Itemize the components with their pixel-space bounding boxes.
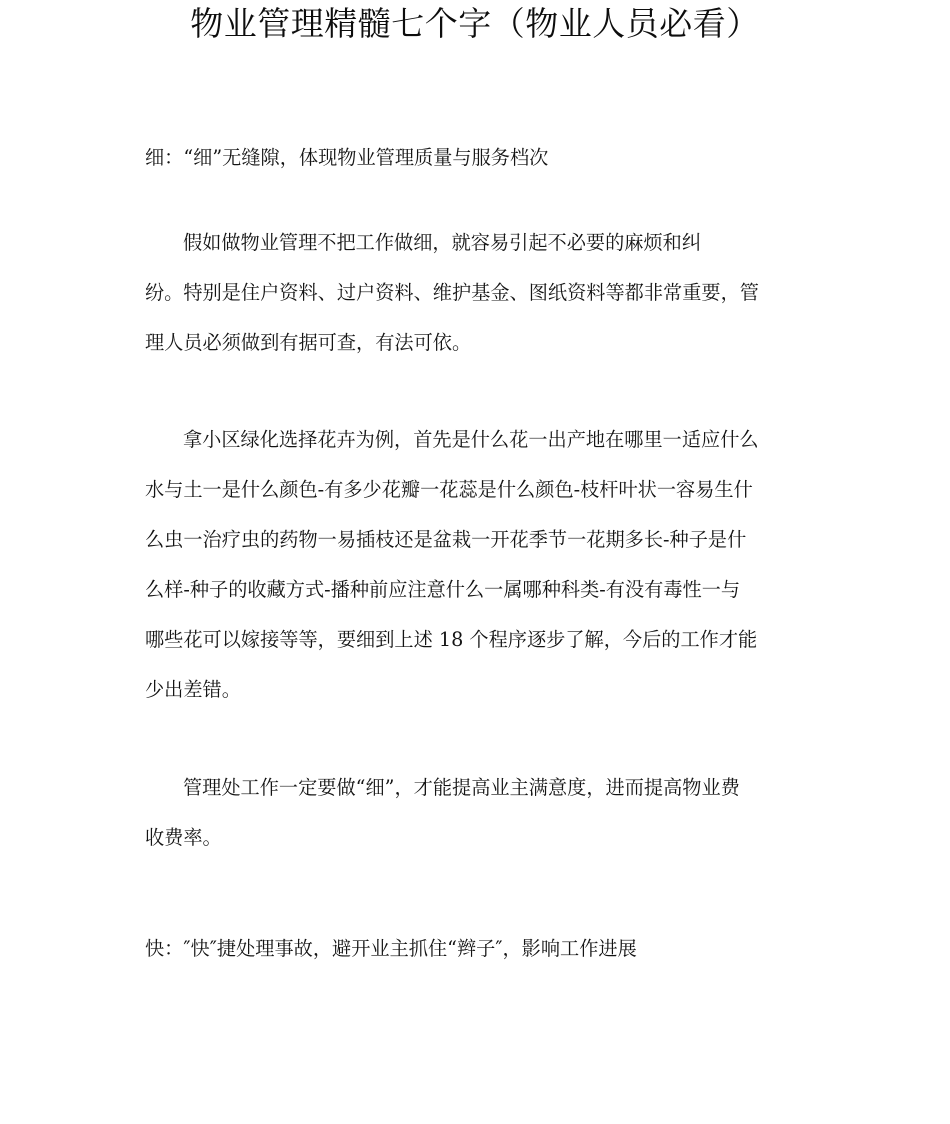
paragraph-flower-example	[145, 415, 811, 715]
paragraph-line: 么样-种子的收藏方式-播种前应注意什么一属哪种科类-有没有毒性一与	[145, 578, 741, 601]
section-heading-xi: 细：“细”无缝隙，体现物业管理质量与服务档次	[145, 146, 549, 169]
paragraph-line: 少出差错。	[145, 678, 241, 701]
paragraph-line: 水与土一是什么颜色-有多少花瓣一花蕊是什么颜色-枝杆叶状一容易生什	[145, 478, 753, 501]
paragraph-line: 收费率。	[145, 826, 222, 849]
document-title: 物业管理精髓七个字（物业人员必看）	[190, 4, 760, 43]
paragraph-line: 么虫一治疗虫的药物一易插枝还是盆栽一开花季节一花期多长-种子是什	[145, 528, 747, 551]
paragraph-line: 理人员必须做到有据可查，有法可依。	[145, 331, 472, 354]
paragraph-line: 哪些花可以嫁接等等，要细到上述 18 个程序逐步了解，今后的工作才能	[145, 628, 758, 651]
paragraph-line: 管理处工作一定要做“细”，才能提高业主满意度，进而提高物业费	[183, 776, 740, 799]
paragraph-line: 拿小区绿化选择花卉为例，首先是什么花一出产地在哪里一适应什么	[183, 428, 759, 451]
paragraph-satisfaction	[145, 763, 811, 863]
paragraph-detail-importance	[145, 218, 811, 368]
paragraph-line: 纷。特别是住户资料、过户资料、维护基金、图纸资料等都非常重要，管	[145, 281, 759, 304]
paragraph-line: 假如做物业管理不把工作做细，就容易引起不必要的麻烦和纠	[183, 231, 702, 254]
section-heading-kuai: 快：″快″捷处理事故，避开业主抓住“辫子″，影响工作进展	[145, 937, 637, 960]
